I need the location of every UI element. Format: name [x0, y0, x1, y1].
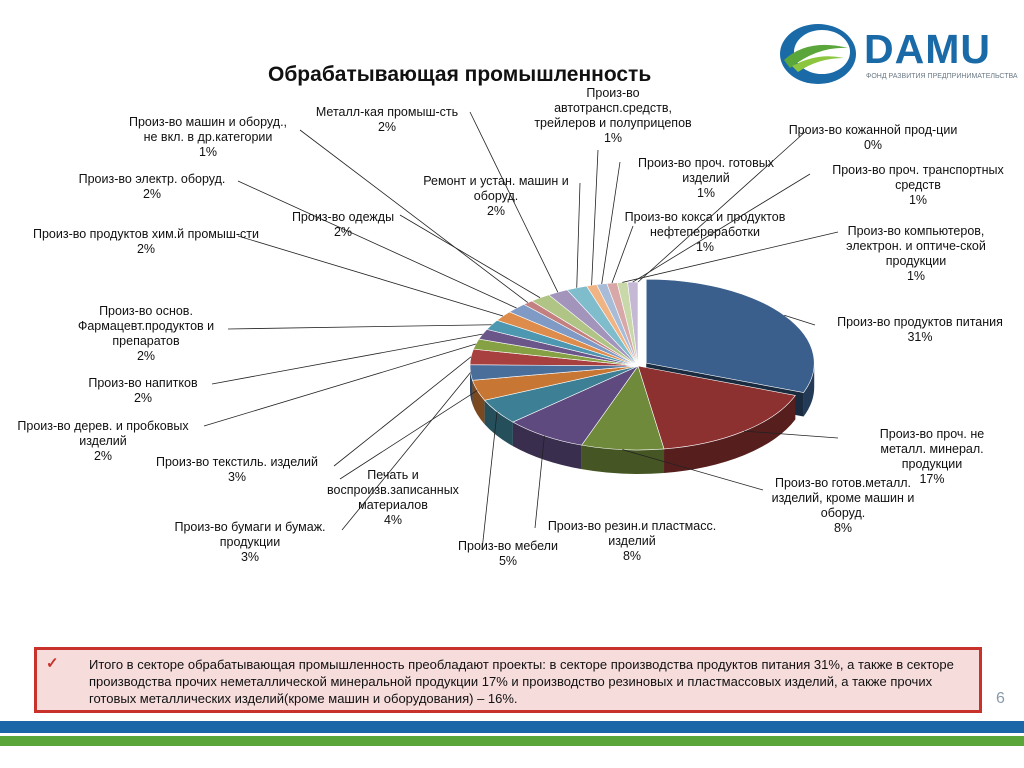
slice-label-9: Произ-во напитков 2%	[88, 376, 198, 405]
slice-value-21: 1%	[908, 193, 928, 207]
slice-value-7: 3%	[227, 470, 247, 484]
slice-label-22: Произ-во кожанной прод-ции 0%	[788, 123, 958, 152]
slice-label-12: Произ-во электр. оборуд. 2%	[78, 172, 226, 201]
slice-label-3: Произ-во резин.и пластмасс. изделий 8%	[547, 519, 717, 563]
logo-tagline: ФОНД РАЗВИТИЯ ПРЕДПРИНИМАТЕЛЬСТВА	[866, 73, 1018, 80]
slice-label-13: Произ-во машин и оборуд., не вкл. в др.категории 1%	[128, 115, 288, 159]
slice-value-18: 1%	[696, 186, 716, 200]
slice-label-19: Произ-во кокса и продуктов нефтепереработки 1%	[624, 210, 786, 254]
slice-value-1: 17%	[919, 472, 945, 486]
slice-value-10: 2%	[136, 349, 156, 363]
leader-line-10	[228, 325, 492, 329]
leader-line-11	[238, 236, 503, 316]
leader-line-14	[400, 215, 540, 298]
slice-label-6: Произ-во бумаги и бумаж. продукции 3%	[174, 520, 326, 564]
slice-value-20: 1%	[906, 269, 926, 283]
slice-label-10: Произ-во основ. Фармацевт.продуктов и препаратов 2%	[77, 304, 215, 363]
slice-label-5: Печать и воспроизв.записанных материалов 4%	[327, 468, 459, 527]
leader-line-7	[334, 357, 471, 466]
slice-label-8: Произ-во дерев. и пробковых изделий 2%	[17, 419, 189, 463]
slice-value-11: 2%	[136, 242, 156, 256]
slice-value-16: 2%	[486, 204, 506, 218]
slice-label-1: Произ-во проч. не металл. минерал. продукции 17%	[879, 427, 985, 486]
slice-value-3: 8%	[622, 549, 642, 563]
leader-line-4	[482, 412, 497, 550]
slice-value-14: 2%	[333, 225, 353, 239]
slice-label-20: Произ-во компьютеров, электрон. и оптиче-ской продукции 1%	[846, 224, 986, 283]
slice-value-15: 2%	[377, 120, 397, 134]
page-number: 6	[996, 690, 1005, 707]
slice-value-22: 0%	[863, 138, 883, 152]
page-title: Обрабатывающая промышленность	[268, 63, 652, 86]
leader-line-18	[602, 162, 620, 284]
slice-label-16: Ремонт и устан. машин и оборуд. 2%	[423, 174, 569, 218]
slice-label-18: Произ-во проч. готовых изделий 1%	[638, 156, 774, 200]
slice-value-0: 31%	[907, 330, 933, 344]
leader-line-17	[592, 150, 598, 285]
slice-label-21: Произ-во проч. транспортных средств 1%	[832, 163, 1004, 207]
leader-line-5	[340, 390, 477, 479]
slice-label-17: Произ-во автотрансп.средств, трейлеров и полуприцепов 1%	[534, 86, 692, 145]
footer-band	[0, 721, 1024, 768]
slice-label-14: Произ-во одежды 2%	[291, 210, 395, 239]
logo-wordmark: DAMU	[864, 26, 991, 72]
slice-label-2: Произ-во готов.металл. изделий, кроме машин и оборуд. 8%	[771, 476, 915, 535]
leader-line-19	[612, 226, 633, 283]
slice-label-15: Металл-кая промыш-сть 2%	[315, 105, 459, 134]
slice-value-4: 5%	[498, 554, 518, 568]
slice-value-17: 1%	[603, 131, 623, 145]
slice-value-8: 2%	[93, 449, 113, 463]
leader-line-20	[622, 232, 838, 282]
slice-label-11: Произ-во продуктов хим.й промыш-сти 2%	[32, 227, 260, 256]
summary-box	[34, 647, 982, 713]
slice-value-5: 4%	[383, 513, 403, 527]
slice-label-7: Произ-во текстиль. изделий 3%	[155, 455, 319, 484]
slice-value-19: 1%	[695, 240, 715, 254]
summary-text: Итого в секторе обрабатывающая промышленность преобладают проекты: в секторе производства продуктов питания 31%, а также в секторе производства прочих неметаллической минеральной продукции 17% и производство резиновых и пластмассовых изделий, а также прочих готовых металлических изделий(кроме машин и оборудования) – 16%.	[89, 657, 954, 706]
check-icon: ✓	[46, 655, 59, 672]
slice-value-2: 8%	[833, 521, 853, 535]
leader-line-9	[212, 334, 483, 384]
slice-value-12: 2%	[142, 187, 162, 201]
slice-label-0: Произ-во продуктов питания 31%	[837, 315, 1003, 344]
slice-value-13: 1%	[198, 145, 218, 159]
slice-label-4: Произ-во мебели 5%	[458, 539, 558, 568]
slice-value-6: 3%	[240, 550, 260, 564]
leader-line-16	[577, 183, 580, 288]
slice-value-9: 2%	[133, 391, 153, 405]
